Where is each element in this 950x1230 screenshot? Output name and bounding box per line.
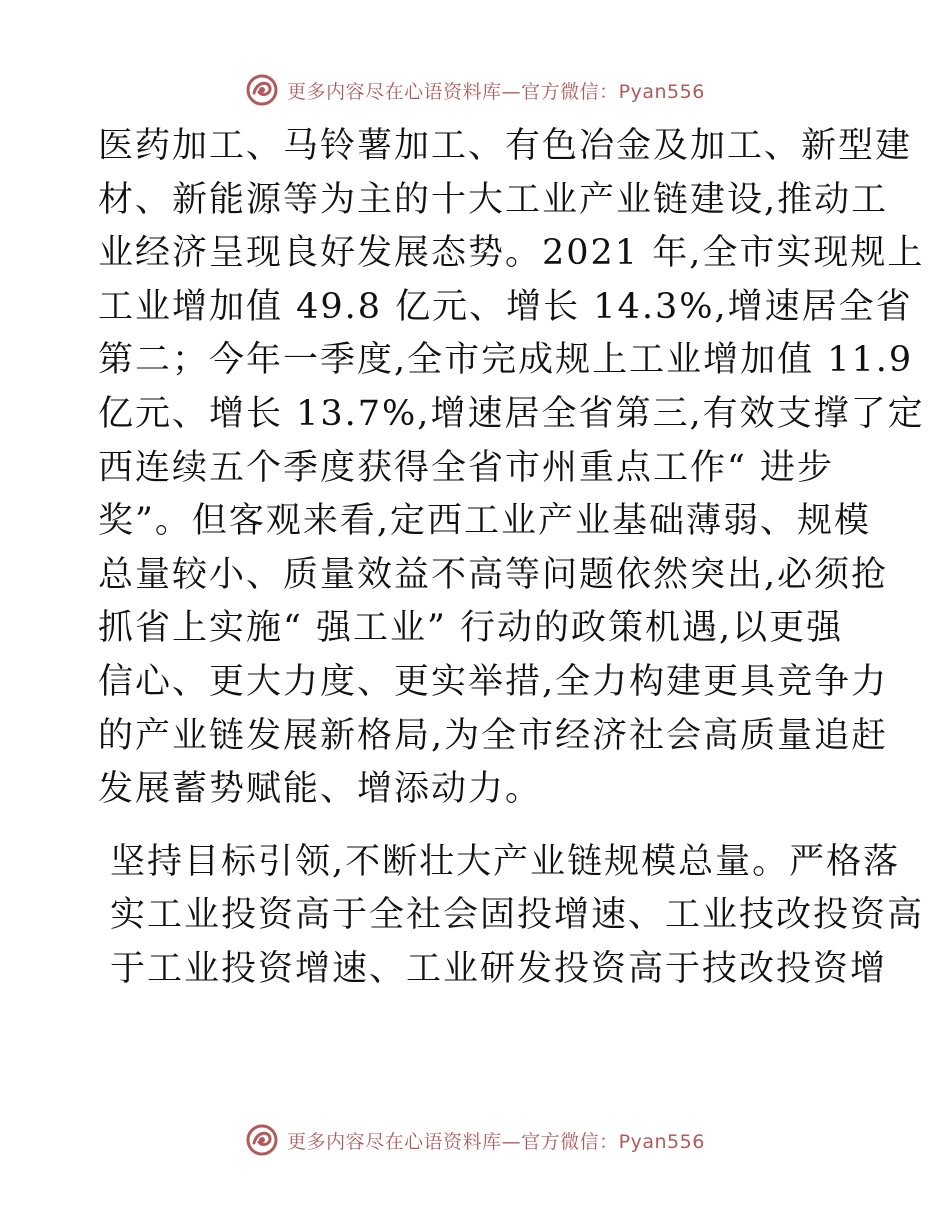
footer-watermark bbox=[0, 1120, 950, 1160]
text-line: 医药加工、马铃薯加工、有色冶金及加工、新型建 bbox=[98, 126, 913, 166]
text-line: 第二；今年一季度,全市完成规上工业增加值 11.9 bbox=[98, 340, 914, 381]
watermark-logo-icon bbox=[245, 1123, 279, 1157]
text-line: 坚持目标引领,不断壮大产业链规模总量。严格落 bbox=[110, 841, 901, 882]
text-line: 业经济呈现良好发展态势。2021 年,全市实现规上 bbox=[98, 233, 925, 274]
watermark-text: 更多内容尽在心语资料库—官方微信：Pyan556 bbox=[287, 80, 705, 103]
text-line: 的产业链发展新格局,为全市经济社会高质量追赶 bbox=[98, 715, 889, 756]
text-line: 总量较小、质量效益不高等问题依然突出,必须抢 bbox=[98, 554, 889, 595]
text-line: 发展蓄势赋能、增添动力。 bbox=[98, 769, 543, 810]
document-body bbox=[98, 120, 925, 997]
text-line: 抓省上实施“ 强工业” 行动的政策机遇,以更强 bbox=[98, 608, 844, 649]
text-line: 工业增加值 49.8 亿元、增长 14.3%,增速居全省 bbox=[98, 286, 913, 327]
watermark-text: 更多内容尽在心语资料库—官方微信：Pyan556 bbox=[287, 1130, 705, 1153]
text-line: 西连续五个季度获得全省市州重点工作“ 进步 bbox=[98, 447, 835, 488]
text-line: 实工业投资高于全社会固投增速、工业技改投资高 bbox=[110, 895, 925, 936]
paragraph-industry-overview bbox=[98, 120, 925, 817]
text-line: 信心、更大力度、更实举措,全力构建更具竞争力 bbox=[98, 661, 889, 702]
text-line: 材、新能源等为主的十大工业产业链建设,推动工 bbox=[98, 179, 889, 220]
watermark-logo-icon bbox=[245, 73, 279, 107]
paragraph-goal-guidance bbox=[98, 836, 925, 997]
header-watermark bbox=[0, 70, 950, 110]
text-line: 奖”。但客观来看,定西工业产业基础薄弱、规模 bbox=[98, 501, 872, 542]
text-line: 亿元、增长 13.7%,增速居全省第三,有效支撑了定 bbox=[98, 393, 925, 434]
text-line: 于工业投资增速、工业研发投资高于技改投资增 bbox=[110, 948, 888, 989]
